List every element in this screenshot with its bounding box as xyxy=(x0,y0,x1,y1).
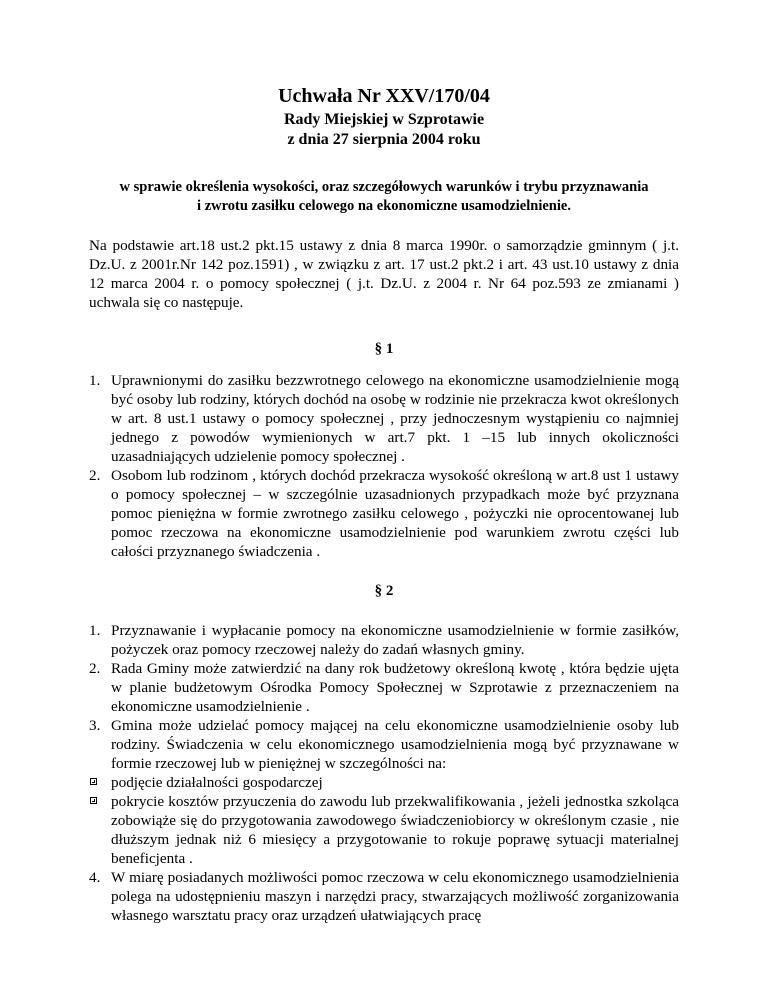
item-number: 4. xyxy=(89,869,101,886)
item-text: Uprawnionymi do zasiłku bezzwrotnego celowego na ekonomiczne usamodzielnienie mogą być osoby lub rodziny, których dochód na osobę w rodzinie nie przekracza kwot określonych w art. 8 ust.1 ustawy o pomocy społecznej , przy jednoczesnym wystąpieniu co najmniej jednego z powodów wymienionych w art.7 pkt. 1 –15 lub innych okoliczności uzasadniających udzielenie pomocy społecznej . xyxy=(111,372,679,465)
item-text: Rada Gminy może zatwierdzić na dany rok budżetowy określoną kwotę , która będzie ujęta w planie budżetowym Ośrodka Pomocy Społecznej w Szprotawie z przeznaczeniem na ekonomiczne usamodzielnienie . xyxy=(111,660,679,715)
item-number: 2. xyxy=(89,467,101,484)
section-2-list xyxy=(89,621,679,925)
item-number: 3. xyxy=(89,717,101,734)
subject-line-1: w sprawie określenia wysokości, oraz szczegółowych warunków i trybu przyznawania xyxy=(119,179,649,195)
section-2-heading: § 2 xyxy=(374,583,394,599)
item-text: Osobom lub rodzinom , których dochód przekracza wysokość określoną w art.8 ust 1 ustawy o pomocy społecznej – w szczególnie uzasadnionych przypadkach może być przyznana pomoc pieniężna w formie zwrotnego zasiłku celowego , pożyczki nie oprocentowanej lub pomoc rzeczowa na ekonomiczne usamodzielnienie pod warunkiem zwrotu części lub całości przyznanego świadczenia . xyxy=(111,467,679,560)
list-item xyxy=(89,868,679,925)
item-text: Gmina może udzielać pomocy mającej na celu ekonomiczne usamodzielnienie osoby lub rodziny. Świadczenia w celu ekonomicznego usamodzielnienia mogą być przyznawane w formie rzeczowej lub w pieniężnej w szczególności na: xyxy=(111,717,679,772)
checkbox-bullet-icon xyxy=(90,797,97,804)
subject-line-2: i zwrotu zasiłku celowego na ekonomiczne usamodzielnienie. xyxy=(197,198,571,214)
list-item xyxy=(89,371,679,466)
bullet-item xyxy=(89,773,679,792)
list-item xyxy=(89,659,679,716)
resolution-title: Uchwała Nr XXV/170/04 xyxy=(278,85,490,107)
resolution-date: z dnia 27 sierpnia 2004 roku xyxy=(287,131,481,148)
council-name: Rady Miejskiej w Szprotawie xyxy=(283,111,485,128)
legal-basis-paragraph: Na podstawie art.18 ust.2 pkt.15 ustawy z dnia 8 marca 1990r. o samorządzie gminnym ( j.t. Dz.U. z 2001r.Nr 142 poz.1591) , w związku z art. 17 ust.2 pkt.2 i art. 43 ust.10 ustawy z dnia 12 marca 2004 r. o pomocy społecznej ( j.t. Dz.U. z 2004 r. Nr 64 poz.593 ze zmianami ) uchwala się co następuje. xyxy=(89,237,679,311)
item-text: podjęcie działalności gospodarczej xyxy=(111,774,323,791)
item-text: pokrycie kosztów przyuczenia do zawodu lub przekwalifikowania , jeżeli jednostka szkoląca zobowiąże się do przygotowania zawodowego świadczeniobiorcy w określonym czasie , nie dłuższym jednak niż 6 miesięcy a przygotowanie to rokuje poprawę sytuacji materialnej beneficjenta . xyxy=(111,793,679,867)
checkbox-bullet-icon xyxy=(90,778,97,785)
section-1-list xyxy=(89,371,679,561)
item-number: 2. xyxy=(89,660,101,677)
item-text: W miarę posiadanych możliwości pomoc rzeczowa w celu ekonomicznego usamodzielnienia polega na udostępnieniu maszyn i narzędzi pracy, stwarzających możliwość zorganizowania własnego warsztatu pracy oraz urządzeń ułatwiających pracę xyxy=(111,869,679,924)
item-number: 1. xyxy=(89,622,101,639)
item-text: Przyznawanie i wypłacanie pomocy na ekonomiczne usamodzielnienie w formie zasiłków, pożyczek oraz pomocy rzeczowej należy do zadań własnych gminy. xyxy=(111,622,679,658)
resolution-subject xyxy=(0,178,768,216)
list-item xyxy=(89,621,679,659)
list-item xyxy=(89,466,679,561)
bullet-item xyxy=(89,792,679,868)
list-item xyxy=(89,716,679,773)
item-number: 1. xyxy=(89,372,101,389)
section-1-heading: § 1 xyxy=(374,341,394,357)
